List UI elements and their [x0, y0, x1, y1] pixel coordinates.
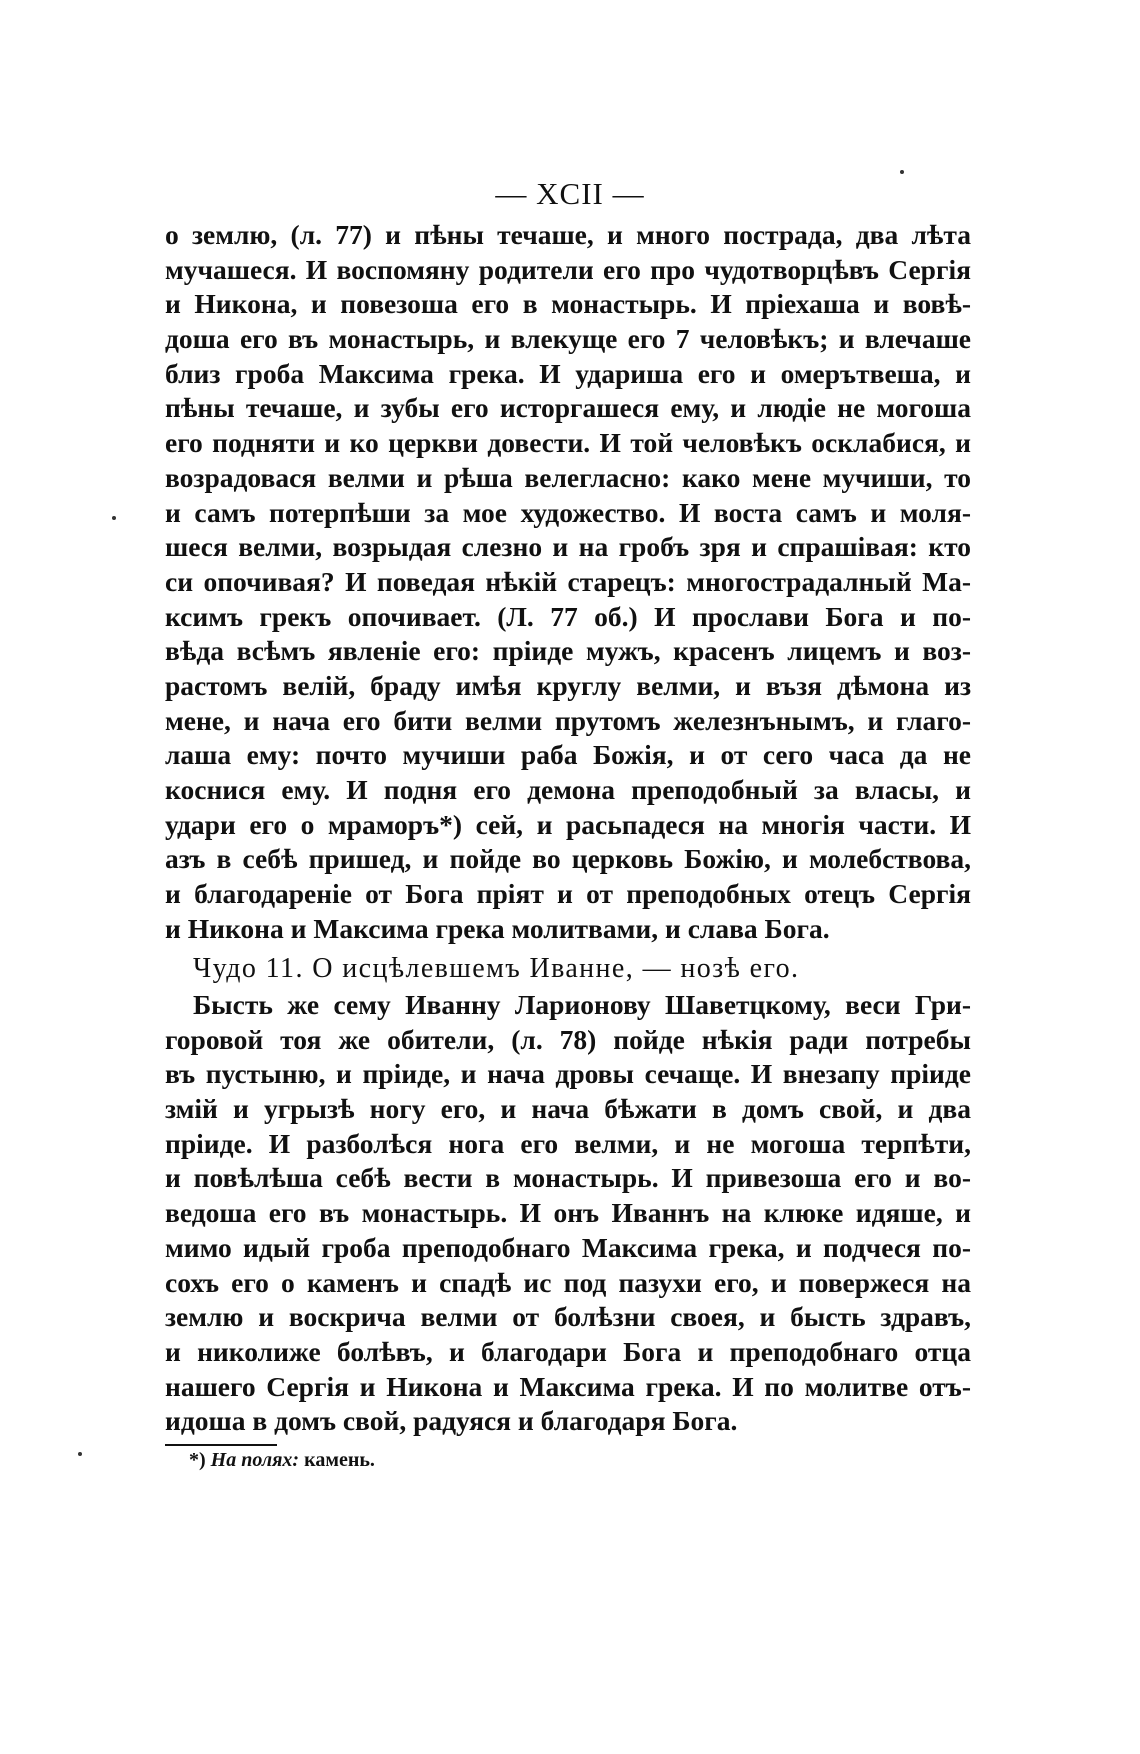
text-line: пѣны течаше, и зубы его исторгашеся ему, и людіе не могоша [165, 392, 971, 424]
footnote-label: На полях: [210, 1449, 300, 1471]
text-line: горовой тоя же обители, (л. 78) пойде нѣкія ради потребы [165, 1023, 971, 1055]
text-line: мимо идый гроба преподобнаго Максима грека, и подчеся по- [165, 1231, 971, 1263]
text-line: вѣда всѣмъ явленіе его: пріиде мужъ, красенъ лицемъ и воз- [165, 635, 971, 667]
text-line: нашего Сергія и Никона и Максима грека. И по молитве отъ- [165, 1370, 971, 1402]
footnote-marker: *) [189, 1449, 206, 1471]
print-speck [900, 170, 904, 174]
text-line: сохъ его о каменъ и спадѣ ис под пазухи его, и повержеся на [165, 1266, 971, 1298]
text-line: и Никона и Максима грека молитвами, и слава Бога. [165, 912, 830, 944]
text-line: ведоша его въ монастырь. И онъ Иваннъ на клюке идяше, и [165, 1197, 971, 1229]
text-line: землю и воскрича велми от болѣзни своея, и бысть здравъ, [165, 1301, 971, 1333]
text-line: и благодареніе от Бога пріят и от преподобных отецъ Сергія [165, 878, 971, 910]
text-line: близ гроба Максима грека. И удариша его и омерътвеша, и [165, 357, 971, 389]
text-line: и николиже болѣвъ, и благодари Бога и преподобнаго отца [165, 1335, 971, 1367]
text-line: шеся велми, возрыдая слезно и на гробъ зря и спрашівая: кто [165, 531, 971, 563]
print-speck [112, 516, 116, 520]
text-line: мене, и нача его бити велми прутомъ железнънымъ, и глаго- [165, 704, 971, 736]
paragraph-main [165, 218, 971, 946]
section-heading: Чудо 11. О исцѣлевшемъ Иванне, — нозѣ его. [193, 953, 800, 984]
print-speck [78, 1452, 82, 1456]
text-line: въ пустыню, и пріиде, и нача дровы сечаще. И внезапу пріиде [165, 1058, 971, 1090]
paragraph-miracle-11 [165, 988, 971, 1439]
text-line: Бысть же сему Иванну Ларионову Шаветцкому, веси Гри- [193, 989, 971, 1020]
text-line: змій и угрызѣ ногу его, и нача бѣжати в домъ свой, и два [165, 1093, 971, 1125]
text-line: доша его въ монастырь, и влекуще его 7 человѣкъ; и влечаше [165, 323, 971, 355]
text-line: азъ в себѣ пришед, и пойде во церковь Божію, и молебствова, [165, 843, 971, 875]
text-line: и самъ потерпѣши за мое художество. И воста самъ и моля- [165, 496, 971, 528]
text-line: и повѣлѣша себѣ вести в монастырь. И привезоша его и во- [165, 1162, 971, 1194]
text-line: пріиде. И разболѣся нога его велми, и не могоша терпѣти, [165, 1127, 971, 1159]
text-line: идоша в домъ свой, радуяся и благодаря Бога. [165, 1405, 738, 1437]
text-line: и Никона, и повезоша его в монастырь. И пріехаша и вовѣ- [165, 288, 971, 320]
text-line: его подняти и ко церкви довести. И той человѣкъ осклабися, и [165, 427, 971, 459]
text-line: удари его о мраморъ*) сей, и расьпадеся на многія части. И [165, 808, 971, 840]
text-line: ксимъ грекъ опочивает. (Л. 77 об.) И прослави Бога и по- [165, 600, 971, 632]
text-line: коснися ему. И подня его демона преподобный за власы, и [165, 774, 971, 805]
text-line: си опочивая? И поведая нѣкій старецъ: многострадалный Ма- [165, 565, 971, 597]
text-line: мучашеся. И воспомяну родители его про чудотворцѣвъ Сергія [165, 253, 971, 285]
text-line: возрадовася велми и рѣша велегласно: како мене мучиши, то [165, 461, 971, 493]
footnote-text: камень. [304, 1449, 375, 1471]
page-number: — XCII — [495, 176, 645, 211]
footnote-rule [165, 1444, 277, 1446]
footnote [189, 1447, 375, 1473]
text-line: растомъ велій, браду имѣя круглу велми, и възя дѣмона из [165, 669, 971, 701]
text-line: о землю, (л. 77) и пѣны течаше, и много пострада, два лѣта [165, 219, 971, 250]
text-line: лаша ему: почто мучиши раба Божія, и от сего часа да не [165, 739, 971, 771]
